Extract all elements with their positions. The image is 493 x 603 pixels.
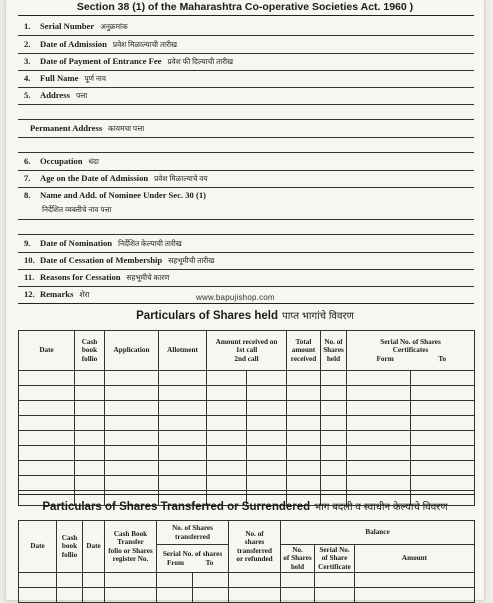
- col-cash-book-folio: Cash book follio: [75, 331, 105, 371]
- table-row: [19, 476, 475, 491]
- table-row: [19, 371, 475, 386]
- field-cessation-date: 10. Date of Cessation of Membership सहभूमीची तारीख: [24, 255, 215, 265]
- shares-transferred-table: [18, 520, 475, 603]
- col-balance-serial: Serial No. of Share Certificate: [315, 545, 355, 573]
- col-balance-amount: Amount: [355, 545, 475, 573]
- table-row: [19, 386, 475, 401]
- col-total-amount: Total amount received: [287, 331, 321, 371]
- table-row: [19, 573, 475, 588]
- col-to: To: [438, 354, 447, 363]
- field-age-on-admission: 7. Age on the Date of Admission प्रवेश मिळाल्याचे वय: [24, 173, 208, 183]
- table-row: [19, 446, 475, 461]
- shares-held-title: Particulars of Shares held पाप्त भागांचे विवरण: [136, 310, 354, 322]
- col-balance-no-shares: No. of Shares held: [281, 545, 315, 573]
- col-cash-book-transfer: Cash Book Transfer folio or Shares register No.: [105, 521, 157, 573]
- table-row: [19, 401, 475, 416]
- col-no-shares-transferred: No. of Shares transferred: [157, 521, 229, 545]
- table-row: [19, 588, 475, 603]
- field-date-of-nomination: 9. Date of Nomination निर्देशित केल्याची तारीख: [24, 238, 182, 248]
- table-row: [19, 416, 475, 431]
- field-date-of-admission: 2. Date of Admission प्रवेश मिळाल्याची तारीख: [24, 39, 178, 49]
- col-no-of-shares: No. of Shares held: [321, 331, 347, 371]
- col-cash-book-folio: Cash book follio: [57, 521, 83, 573]
- col-shares-refunded: No. of shares transferred or refunded: [229, 521, 281, 573]
- field-full-name: 4. Full Name पूर्ण नाव: [24, 73, 106, 83]
- col-serial-certificates: Serial No. of Shares Certificates Form To: [347, 331, 475, 371]
- field-serial-number: 1. Serial Number अनुक्रमांक: [24, 21, 128, 31]
- col-date: Date: [19, 521, 57, 573]
- shares-transferred-title: Particulars of Shares Transferred or Surrendered भाग बदली व स्वाधीन केल्याचे विवरण: [42, 501, 448, 513]
- table-row: [19, 431, 475, 446]
- field-remarks: 12. Remarks शेरा: [24, 289, 90, 299]
- field-address: 5. Address पत्ता: [24, 90, 88, 100]
- col-balance: Balance: [281, 521, 475, 545]
- col-allotment: Allotment: [159, 331, 207, 371]
- col-date-2: Date: [83, 521, 105, 573]
- nominee-marathi-label: निर्देशित व्यक्तीचे नाव पत्ता: [42, 205, 112, 214]
- watermark-text: www.bapujishop.com: [196, 293, 275, 302]
- col-date: Date: [19, 331, 75, 371]
- col-amount-received: Amount received on 1st call 2nd call: [207, 331, 287, 371]
- shares-held-table: [18, 330, 475, 506]
- act-title: Section 38 (1) of the Maharashtra Co-operative Societies Act. 1960 ): [76, 1, 414, 13]
- rule: [18, 15, 474, 16]
- table-row: [19, 461, 475, 476]
- field-nominee: 8. Name and Add. of Nominee Under Sec. 30 (1): [24, 190, 206, 200]
- membership-register-page: [6, 0, 484, 600]
- field-entrance-fee-date: 3. Date of Payment of Entrance Fee प्रवेश फी दिल्याची तारीख: [24, 56, 234, 66]
- field-cessation-reason: 11. Reasons for Cessation सहभूमीचे कारण: [24, 272, 170, 282]
- col-form: Form: [376, 354, 394, 363]
- field-occupation: 6. Occupation धंदा: [24, 156, 99, 166]
- col-application: Application: [105, 331, 159, 371]
- col-serial-from-to: Serial No. of shares From To: [157, 545, 229, 573]
- field-permanent-address: Permanent Address कायमचा पत्ता: [30, 123, 145, 133]
